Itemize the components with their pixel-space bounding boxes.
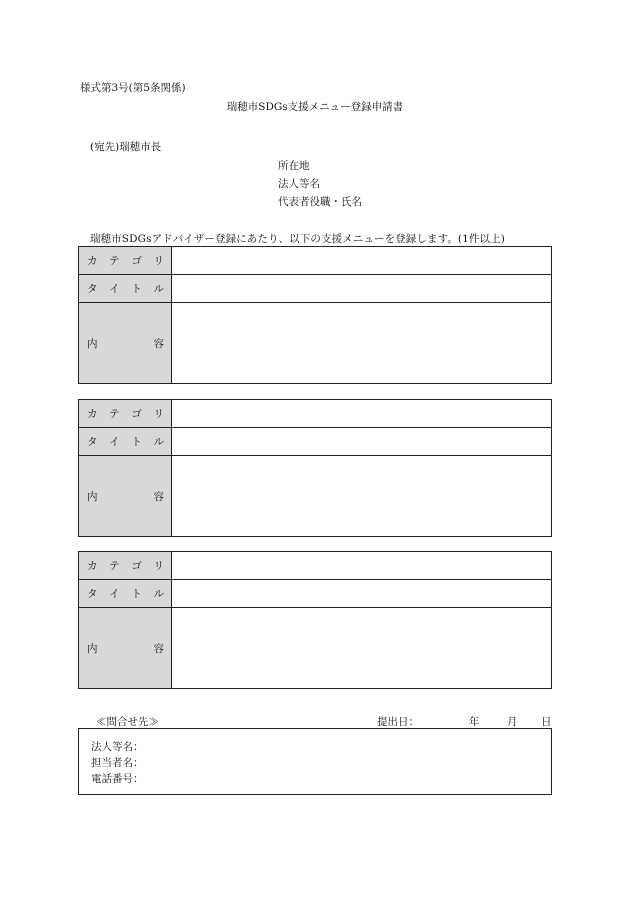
- content-char: 容: [153, 337, 164, 350]
- category-label: [79, 400, 172, 428]
- title-char: ト: [131, 436, 142, 448]
- applicant-address-label: 所在地: [278, 160, 310, 172]
- page-title: 瑞穂市SDGs支援メニュー登録申請書: [226, 101, 404, 113]
- intro-text: 瑞穂市SDGsアドバイザー登録にあたり、以下の支援メニューを登録します。(1件以上): [90, 233, 505, 245]
- submission-date-label: 提出日：: [377, 716, 419, 728]
- category-field[interactable]: [172, 552, 552, 580]
- addressee: (宛先)瑞穂市長: [90, 141, 162, 153]
- content-char: 容: [153, 490, 164, 503]
- title-field[interactable]: [172, 275, 552, 303]
- title-label: [79, 428, 172, 456]
- form-number: 様式第3号(第5条関係): [80, 82, 186, 94]
- title-char: タ: [87, 436, 98, 448]
- title-char: ル: [153, 436, 164, 448]
- day-label: 日: [541, 716, 552, 728]
- content-label: [79, 608, 172, 689]
- applicant-representative-label: 代表者役職・氏名: [278, 196, 362, 208]
- title-char: タ: [87, 283, 98, 295]
- category-char: ゴ: [131, 560, 142, 572]
- title-char: ル: [153, 588, 164, 600]
- category-char: テ: [109, 408, 120, 420]
- content-label: [79, 456, 172, 537]
- title-char: ト: [131, 588, 142, 600]
- category-label: [79, 552, 172, 580]
- title-label: [79, 275, 172, 303]
- year-label: 年: [469, 716, 480, 728]
- contact-phone-label: 電話番号：: [91, 773, 144, 785]
- month-label: 月: [507, 716, 518, 728]
- category-char: テ: [109, 560, 120, 572]
- category-char: カ: [87, 255, 98, 267]
- title-char: ル: [153, 283, 164, 295]
- category-char: カ: [87, 408, 98, 420]
- contact-corp-name-label: 法人等名：: [91, 741, 144, 753]
- content-char: 内: [87, 490, 98, 503]
- contact-heading: ≪問合せ先≫: [96, 716, 159, 728]
- category-field[interactable]: [172, 400, 552, 428]
- applicant-corp-name-label: 法人等名: [278, 178, 320, 190]
- category-char: リ: [153, 408, 164, 420]
- title-label: [79, 580, 172, 608]
- title-char: イ: [109, 588, 120, 600]
- title-char: タ: [87, 588, 98, 600]
- content-field[interactable]: [172, 608, 552, 689]
- category-char: ゴ: [131, 255, 142, 267]
- title-field[interactable]: [172, 580, 552, 608]
- support-menu-table-3: [78, 551, 552, 689]
- contact-person-label: 担当者名：: [91, 757, 144, 769]
- support-menu-table-1: [78, 246, 552, 384]
- content-char: 内: [87, 642, 98, 655]
- content-char: 内: [87, 337, 98, 350]
- category-char: カ: [87, 560, 98, 572]
- content-field[interactable]: [172, 303, 552, 384]
- category-label: [79, 247, 172, 275]
- content-label: [79, 303, 172, 384]
- category-field[interactable]: [172, 247, 552, 275]
- category-char: ゴ: [131, 408, 142, 420]
- category-char: リ: [153, 560, 164, 572]
- title-char: イ: [109, 436, 120, 448]
- support-menu-table-2: [78, 399, 552, 537]
- title-field[interactable]: [172, 428, 552, 456]
- contact-box: [78, 728, 552, 795]
- content-char: 容: [153, 642, 164, 655]
- category-char: リ: [153, 255, 164, 267]
- content-field[interactable]: [172, 456, 552, 537]
- title-char: ト: [131, 283, 142, 295]
- title-char: イ: [109, 283, 120, 295]
- category-char: テ: [109, 255, 120, 267]
